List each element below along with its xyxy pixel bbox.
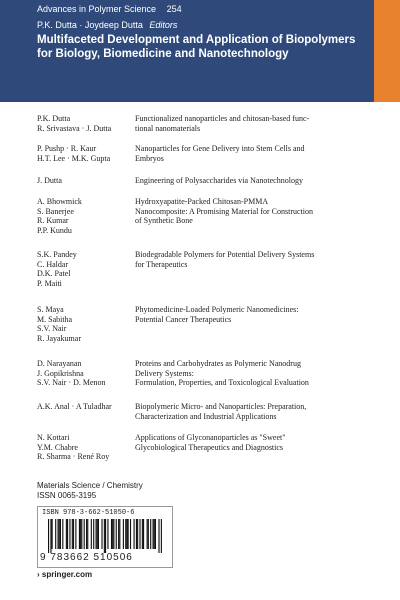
author-line: D. Narayanan bbox=[37, 359, 82, 368]
barcode-bar bbox=[98, 519, 99, 549]
barcode-bar bbox=[137, 519, 138, 549]
barcode-bar bbox=[75, 519, 76, 549]
barcode-bar bbox=[104, 519, 105, 553]
chapter-authors bbox=[37, 305, 132, 343]
barcode-bar bbox=[105, 519, 106, 553]
chapter-title bbox=[135, 197, 372, 226]
chapter-title-line: Delivery Systems: bbox=[135, 368, 194, 378]
author-line: R. Sharma · René Roy bbox=[37, 452, 110, 462]
chapter-title-line: Proteins and Carbohydrates as Polymeric Nanodrug bbox=[135, 359, 301, 368]
barcode-bar bbox=[158, 519, 159, 553]
barcode-bar bbox=[139, 519, 140, 549]
barcode-bar bbox=[118, 519, 119, 549]
barcode-bar bbox=[86, 519, 87, 549]
barcode-bar bbox=[91, 519, 92, 549]
author-line: P.P. Kundu bbox=[37, 225, 72, 235]
author-line: C. Haldar bbox=[37, 259, 69, 269]
barcode-bar bbox=[119, 519, 120, 549]
chapter-authors bbox=[37, 176, 132, 186]
book-title bbox=[37, 33, 367, 61]
barcode-bar bbox=[50, 519, 51, 553]
chapter-title-line: Potential Cancer Therapeutics bbox=[135, 314, 232, 324]
barcode-bar bbox=[52, 519, 53, 549]
chapter-title-line: Glycobiological Therapeutics and Diagnostics bbox=[135, 442, 284, 452]
author-line: S.V. Nair · D. Menon bbox=[37, 378, 106, 388]
chapter-title-line: Nanoparticles for Gene Delivery into Stem Cells and bbox=[135, 144, 305, 153]
author-line: H.T. Lee · M.K. Gupta bbox=[37, 153, 111, 163]
barcode-bar bbox=[112, 519, 113, 549]
barcode-bar bbox=[66, 519, 67, 549]
barcode-bar bbox=[58, 519, 59, 549]
chapter-title-line: Biopolymeric Micro- and Nanoparticles: Preparation, bbox=[135, 402, 307, 411]
chapter-title-line: Formulation, Properties, and Toxicological Evaluation bbox=[135, 378, 309, 388]
chapter-title-line: Embryos bbox=[135, 153, 164, 163]
barcode-bar bbox=[123, 519, 124, 549]
author-line: R. Srivastava · J. Dutta bbox=[37, 123, 112, 133]
chapter-title bbox=[135, 433, 372, 452]
chapter-title-line: Engineering of Polysaccharides via Nanotechnology bbox=[135, 176, 303, 185]
issn-number: ISSN 0065-3195 bbox=[37, 491, 97, 500]
barcode-bar bbox=[73, 519, 74, 549]
barcode-bar bbox=[80, 519, 81, 549]
barcode-bars bbox=[48, 519, 162, 553]
chapter-title bbox=[135, 305, 372, 324]
barcode-bar bbox=[148, 519, 149, 549]
chapter-title-line: Characterization and Industrial Applications bbox=[135, 411, 277, 421]
barcode-bar bbox=[72, 519, 73, 549]
chapter-authors bbox=[37, 402, 132, 412]
chapter-authors bbox=[37, 359, 132, 388]
chapter-title-line: Applications of Glyconanoparticles as "Sweet" bbox=[135, 433, 286, 442]
chapter-title bbox=[135, 250, 372, 269]
barcode-bar bbox=[116, 519, 117, 549]
chapter-authors bbox=[37, 197, 132, 235]
series-line bbox=[37, 4, 182, 14]
author-line: A. Bhowmick bbox=[37, 197, 82, 206]
chapter-title bbox=[135, 359, 372, 388]
barcode-bar bbox=[130, 519, 131, 549]
author-line: P. Pushp · R. Kaur bbox=[37, 144, 97, 153]
author-line: R. Kumar bbox=[37, 216, 69, 226]
chapter-title-line: of Synthetic Bone bbox=[135, 216, 193, 226]
chapter-title bbox=[135, 176, 372, 186]
barcode-bar bbox=[93, 519, 94, 549]
chapter-title bbox=[135, 144, 372, 163]
barcode-bar bbox=[153, 519, 154, 549]
author-line: Y.M. Chabre bbox=[37, 442, 78, 452]
author-line: S. Banerjee bbox=[37, 206, 74, 216]
barcode-bar bbox=[136, 519, 137, 549]
barcode-bar bbox=[161, 519, 162, 553]
subject-block bbox=[37, 481, 143, 501]
barcode-bar bbox=[62, 519, 63, 549]
editors-line bbox=[37, 20, 177, 30]
chapter-title-line: Hydroxyapatite-Packed Chitosan-PMMA bbox=[135, 197, 269, 206]
author-line: S. Maya bbox=[37, 305, 64, 314]
author-line: M. Sabitha bbox=[37, 314, 73, 324]
chapter-title-line: Functionalized nanoparticles and chitosan-based func- bbox=[135, 114, 310, 123]
barcode-bar bbox=[111, 519, 112, 549]
editors-label: Editors bbox=[149, 20, 178, 30]
barcode-bar bbox=[79, 519, 80, 549]
author-line: A.K. Anal · A Tuladhar bbox=[37, 402, 112, 411]
barcode-bar bbox=[147, 519, 148, 549]
author-line: P. Maiti bbox=[37, 278, 62, 288]
chapter-title bbox=[135, 402, 372, 421]
barcode-bar bbox=[84, 519, 85, 549]
barcode-bar bbox=[143, 519, 144, 549]
subject-category: Materials Science / Chemistry bbox=[37, 481, 143, 490]
barcode-bar bbox=[96, 519, 97, 549]
author-line: R. Jayakumar bbox=[37, 333, 81, 343]
barcode bbox=[37, 506, 173, 568]
volume-number: 254 bbox=[166, 4, 182, 14]
barcode-bar bbox=[97, 519, 98, 549]
chapter-title-line: Phytomedicine-Loaded Polymeric Nanomedicines: bbox=[135, 305, 299, 314]
barcode-bar bbox=[126, 519, 127, 549]
editors-names: P.K. Dutta · Joydeep Dutta bbox=[37, 20, 143, 30]
chapter-title-line: Nanocomposite: A Promising Material for Construction bbox=[135, 206, 313, 216]
barcode-bar bbox=[107, 519, 108, 549]
barcode-bar bbox=[87, 519, 88, 549]
barcode-bar bbox=[142, 519, 143, 549]
book-title-line-1: Multifaceted Development and Application of Biopolymers bbox=[37, 34, 356, 46]
barcode-bar bbox=[113, 519, 114, 549]
isbn-text: ISBN 978-3-662-51050-6 bbox=[42, 509, 135, 517]
barcode-bar bbox=[69, 519, 70, 549]
barcode-bar bbox=[125, 519, 126, 549]
barcode-bar bbox=[59, 519, 60, 549]
barcode-bar bbox=[67, 519, 68, 549]
series-name: Advances in Polymer Science bbox=[37, 4, 157, 14]
chapter-title-line: Biodegradable Polymers for Potential Delivery Systems bbox=[135, 250, 315, 259]
author-line: P.K. Dutta bbox=[37, 114, 71, 123]
chapter-authors bbox=[37, 433, 132, 462]
author-line: J. Dutta bbox=[37, 176, 62, 185]
barcode-bar bbox=[48, 519, 49, 553]
chapter-authors bbox=[37, 144, 132, 163]
chapter-authors bbox=[37, 114, 132, 133]
author-line: S.K. Pandey bbox=[37, 250, 77, 259]
barcode-bar bbox=[55, 519, 56, 549]
chapter-title-line: for Therapeutics bbox=[135, 259, 188, 269]
book-title-line-2: for Biology, Biomedicine and Nanotechnology bbox=[37, 48, 289, 60]
ean-digits: 9 783662 510506 bbox=[40, 552, 133, 563]
barcode-bar bbox=[81, 519, 82, 549]
chapter-title bbox=[135, 114, 372, 133]
author-line: S.V. Nair bbox=[37, 324, 67, 334]
chapter-authors bbox=[37, 250, 132, 288]
barcode-bar bbox=[155, 519, 156, 549]
barcode-bar bbox=[101, 519, 102, 549]
barcode-bar bbox=[60, 519, 61, 549]
publisher-link[interactable]: › springer.com bbox=[37, 570, 93, 579]
author-line: N. Kottari bbox=[37, 433, 70, 442]
header-band bbox=[0, 0, 400, 102]
barcode-bar bbox=[128, 519, 129, 549]
barcode-bar bbox=[134, 519, 135, 549]
author-line: J. Gopikrishna bbox=[37, 368, 84, 378]
barcode-bar bbox=[154, 519, 155, 549]
author-line: D.K. Patel bbox=[37, 269, 71, 279]
orange-spine-tab bbox=[374, 0, 400, 102]
chapter-title-line: tional nanomaterials bbox=[135, 123, 201, 133]
barcode-bar bbox=[150, 519, 151, 549]
